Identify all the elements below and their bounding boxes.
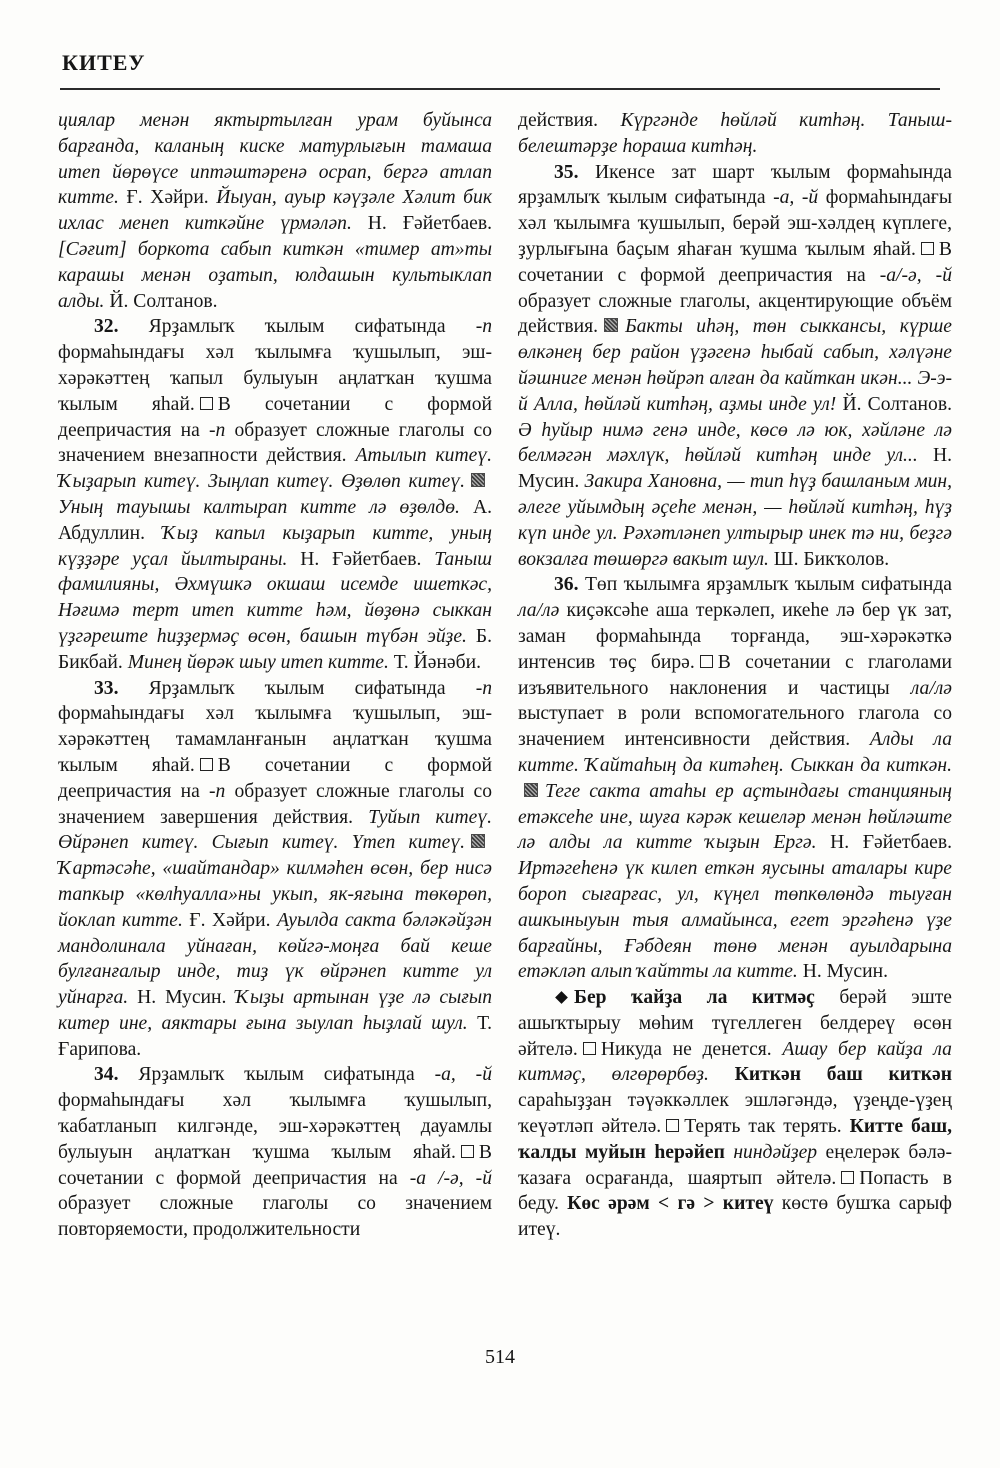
text-segment: -п xyxy=(208,419,226,441)
text-segment: А. Абдуллин. xyxy=(58,496,492,544)
white-square-icon xyxy=(700,655,713,668)
text-segment: образует сложные глаголы со значением повторяемости, продолжительности xyxy=(58,1193,492,1241)
text-segment: Киткән баш киткән xyxy=(734,1064,952,1086)
text-segment: -а/-ә, -й xyxy=(879,264,952,286)
text-segment: Ярҙамлыҡ ҡылым сифатында xyxy=(148,677,476,699)
text-column-right xyxy=(518,108,952,1243)
text-segment: Ҡартәсәһе, «шайтандар» килмәһен өсөн, бер нисә тапкыр «көлһуалла»ны укып, як-яғына төкөрөп, йоклап китте. xyxy=(58,858,492,931)
shaded-square-icon xyxy=(471,473,485,487)
text-segment: Йыуан, ауыр кәүҙәле Хәлит бик ихлас менеп киткәйне үрмәләп. xyxy=(58,187,492,235)
paragraph xyxy=(518,985,952,1243)
paragraph xyxy=(518,572,952,985)
running-head-keyword: КИТЕУ xyxy=(62,50,146,75)
paragraph xyxy=(518,160,952,573)
text-segment: сараһыҙҙан тәүәккәллек эшләгәндә, үҙеңде-үҙең ҡеүәтләп әйтелә. xyxy=(518,1090,952,1138)
text-segment: формаһындағы хәл ҡылымға ҡушылып, берәй эш-хәлдең күплеге, ҙурлығына баҫым яһаған ҡушма ҡылым яһай. xyxy=(518,187,952,260)
text-segment: [Сәғит] боркота сабып киткән «тимер ат»ты карашы менән оҙатып, юлдашын культыклап алды. xyxy=(58,238,492,312)
text-segment: Китте баш, ҡалды муйын һерәйеп xyxy=(518,1116,953,1163)
text-segment: -п xyxy=(475,677,493,699)
text-segment: формаһындағы хәл ҡылымға ҡушылып, ҡабатланып килгәнде, эш-хәрәкәттең дауамлы булыуын аңлатҡан ҡушма ҡылым яһай. xyxy=(58,1090,492,1163)
text-segment: Ҡыҙ капыл кыҙарып китте, уның күҙҙәре уҫал йылтыраны. xyxy=(58,522,492,570)
text-segment: Ярҙамлыҡ ҡылым сифатында xyxy=(138,1064,435,1086)
text-segment: действия. xyxy=(518,110,621,131)
text-segment: Н. Ғәйетбаев. xyxy=(816,832,952,854)
text-segment: Уның тауышы калтырап китте лә өҙөлдө. xyxy=(58,496,460,518)
paragraph xyxy=(58,676,492,1063)
text-segment: Атылып китеү. Ҡыҙарып китеү. Зыңлап китеү. Өҙөлөп китеү. xyxy=(58,445,492,493)
shaded-square-icon xyxy=(471,834,485,848)
text-segment: выступает в роли вспомогательного глагола со значением интенсивности действия. xyxy=(518,703,952,751)
white-square-icon xyxy=(200,397,213,410)
white-square-icon xyxy=(666,1119,679,1132)
text-segment: 35. xyxy=(554,161,595,183)
text-segment: Ғ. Хәйри. xyxy=(118,187,217,209)
text-segment: ла/лә xyxy=(910,677,952,699)
text-segment: Б. Бикбай. xyxy=(58,625,492,673)
text-segment: Ғ. Хәйри. xyxy=(182,909,277,931)
text-segment: 33. xyxy=(94,677,149,699)
text-segment: В сочетании с формой деепричастия на xyxy=(58,1141,492,1189)
text-segment: Ә һуйыр нимә генә инде, көсө лә юк, хәйләне лә белмәгән мәхлүк, һөйләй китһәң инде ул... xyxy=(518,419,952,467)
text-segment: Минең йөрәк шыу итеп китте. xyxy=(127,651,389,673)
text-segment: еңелерәк бәлә-ҡазаға осрағанда, шаяртып әйтелә. xyxy=(518,1141,952,1189)
text-segment: В сочетании с глаголами изъявительного наклонения и частицы xyxy=(518,651,952,699)
text-segment: Н. Мусин. xyxy=(128,987,236,1009)
white-square-icon xyxy=(461,1145,474,1158)
text-segment: В сочетании с формой деепричастия на xyxy=(58,754,492,802)
text-segment: Бер ҡайҙа ла китмәҫ xyxy=(574,987,815,1009)
paragraph xyxy=(58,1062,492,1243)
text-segment: Көс әрәм < гә > китеү xyxy=(567,1193,774,1215)
text-segment: -а, -й xyxy=(434,1064,492,1086)
white-square-icon xyxy=(841,1171,854,1184)
text-segment: Й. Солтанов. xyxy=(104,290,218,312)
text-segment: Н. Мусин. xyxy=(518,445,952,493)
text-segment: киҫәксәһе аша теркәлеп, икеһе лә бер үк зат, заман формаһында торғанда, эш-хәрәкәткә интенсив төҫ бирә. xyxy=(518,600,952,673)
text-segment: Попасть в беду. xyxy=(518,1167,952,1215)
text-segment: Н. Мусин. xyxy=(797,961,888,983)
text-segment: -п xyxy=(208,780,226,802)
text-segment: 34. xyxy=(94,1064,139,1086)
text-segment: -п xyxy=(475,316,493,338)
text-segment: Ярҙамлыҡ ҡылым сифатында xyxy=(148,316,476,338)
text-segment: 32. xyxy=(94,316,149,338)
text-segment: Никуда не денется. xyxy=(600,1038,783,1060)
text-segment: берәй эште ашыҡтырыу мөһим түгеллеген белдереү өсөн әйтелә. xyxy=(518,987,952,1060)
text-segment: Туйып китеү. Өйрәнеп китеү. Сығып китеү. Үтеп китеү. xyxy=(58,806,492,854)
text-segment: Н. Ғәйетбаев. xyxy=(351,213,492,235)
shaded-square-icon xyxy=(524,783,538,797)
text-segment: циялар менән яктыртылған урам буйынса барғанда, каланың киске матурлығын тамаша итеп йөрөүсе иптәштәренә осрап, бергә атлап китте. xyxy=(58,110,492,209)
text-segment: Күргәнде һөйләй китһәң. Таныш-белештәрҙе һораша китһәң. xyxy=(518,110,952,157)
white-square-icon xyxy=(921,242,934,255)
text-segment: Төп ҡылымға ярҙамлыҡ ҡылым сифатында xyxy=(584,574,952,596)
text-segment: образует сложные глаголы со значением внезапности действия. xyxy=(58,419,493,467)
white-square-icon xyxy=(583,1042,596,1055)
text-segment: Теге сакта атаһы ер аҫтындағы станцияның етәксеһе ине, шуға кәрәк кешеләр менән һөйләште лә алды ла китте ҡыҙын Ергә. xyxy=(518,780,952,854)
text-segment: образует сложные глаголы, акцентирующие объём действия. xyxy=(518,290,952,338)
text-segment: ниндәйҙер xyxy=(733,1141,818,1163)
text-segment: Т. Йәнәби. xyxy=(388,651,481,673)
text-segment: Ашау бер кайҙа ла китмәҫ, өлгөрөрбөҙ. xyxy=(518,1038,952,1086)
text-segment: көстө бушҡа сарыф итеү. xyxy=(518,1193,953,1241)
text-segment: Ауылда сакта бәләкәйҙән мандолинала уйнаған, көйгә-моңға бай кеше булғанғалыр инде, тиҙ үк өйрәнеп китте ул уйнарға. xyxy=(58,909,492,1009)
paragraph xyxy=(58,314,492,675)
header-divider xyxy=(60,88,940,90)
text-segment: Алды ла китте. Ҡайтаһың да китәһең. Сыккан да киткән. xyxy=(518,729,953,776)
text-segment: 36. xyxy=(554,574,585,596)
text-segment: Ҡыҙы артынан үҙе лә сығып китер ине, аяктары ғына зыулап һыҙлай шул. xyxy=(58,987,493,1034)
text-segment: Таныш фамилияны, Әхмүшкә окшаш исемде ишеткәс, Нәғимә терт итеп китте һәм, йөҙөнә сыккан үҙгәреште һиҙҙермәҫ өсөн, башын түбән эйҙе. xyxy=(58,548,493,647)
paragraph xyxy=(518,108,952,160)
text-segment: Ш. Бикҡолов. xyxy=(768,548,890,570)
shaded-square-icon xyxy=(604,318,618,332)
text-segment: -а /-ә, -й xyxy=(409,1167,492,1189)
paragraph xyxy=(58,108,492,314)
text-column-left xyxy=(58,108,492,1243)
white-square-icon xyxy=(200,758,213,771)
text-segment: Бакты иһәң, төн сыккансы, күрше өлкәнең бер район үҙәгенә һыбай сабып, хәлүәне йәшниге менән һөйрәп алған да кайткан икән... Э-э-й Алла, һөйләй китһәң, аҙмы инде ул! xyxy=(518,316,952,415)
text-segment: Закира Хановна, — тип һүҙ башланым мин, әлеге уйымдың әҫеһе менән, — һөйләй китһәң, һүҙ күп инде ул. Рәхәтләнеп ултырыр инек тә ни, беҙгә вокзалға төшөргә вакыт шул. xyxy=(518,471,952,570)
page-number: 514 xyxy=(485,1346,515,1368)
text-segment: формаһындағы хәл ҡылымға ҡушылып, эш-хәрәкәттең тамамланғанын аңлатҡан ҡушма ҡылым яһай. xyxy=(58,703,492,776)
text-segment: -а, -й xyxy=(773,187,819,209)
text-segment xyxy=(709,1064,735,1085)
text-segment: формаһындағы хәл ҡылымға ҡушылып, эш-хәрәкәттең ҡапыл булыуын аңлатҡан ҡушма ҡылым яһай. xyxy=(58,342,492,415)
page-content xyxy=(58,108,952,1243)
text-segment: В сочетании с формой деепричастия на xyxy=(518,238,952,286)
text-segment: Т. Ғарипова. xyxy=(58,1012,492,1060)
text-segment: Икенсе зат шарт ҡылым формаһында ярҙамлыҡ ҡылым сифатында xyxy=(518,161,953,209)
diamond-icon xyxy=(555,991,568,1004)
text-segment: В сочетании с формой деепричастия на xyxy=(58,393,492,441)
text-segment: Иртәгеһенә үк килеп еткән яусыны аталары кире бороп сығарғас, ул, күңел төпкөлөндә тыуған ашкыныуын тыя алмайынса, егет эргәһенә үҙе барғайны, Ғәбдеян төнө менән ауылдарына етәкләп алып ҡайтты ла китте. xyxy=(518,858,952,983)
text-segment: Терять так терять. xyxy=(684,1116,850,1138)
text-segment: ла/лә xyxy=(518,600,560,622)
text-segment: Н. Ғәйетбаев. xyxy=(287,548,435,570)
text-segment: Й. Солтанов. xyxy=(836,393,952,415)
text-segment: образует сложные глаголы со значением завершения действия. xyxy=(58,780,493,828)
